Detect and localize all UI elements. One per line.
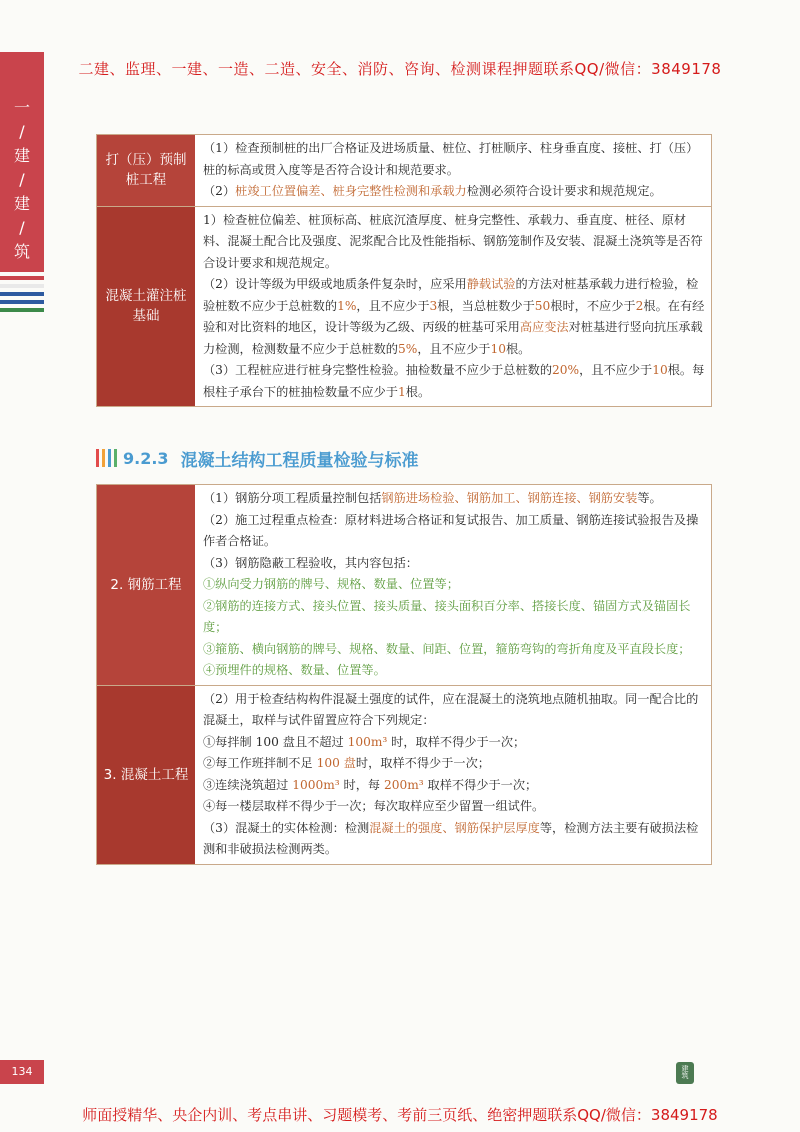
row-content xyxy=(195,686,711,864)
side-tab-char: 筑 xyxy=(13,242,30,261)
body-text: ①每拌制 100 盘且不超过 xyxy=(203,734,348,749)
body-text: ③连续浇筑超过 xyxy=(203,777,293,792)
body-text: 等。 xyxy=(637,491,662,505)
content-paragraph xyxy=(203,574,705,596)
concrete-inspection-table xyxy=(96,484,712,865)
body-text: （3）工程桩应进行桩身完整性检验。抽检数量不应少于总桩数的 xyxy=(203,363,553,377)
corner-badge-text: 建 筑 xyxy=(681,1065,689,1080)
highlight-text: 100m³ xyxy=(347,734,388,749)
highlight-text: 10 xyxy=(490,341,506,356)
body-text: （3）钢筋隐蔽工程验收，其内容包括： xyxy=(203,555,418,570)
section-bar xyxy=(108,449,111,467)
section-title: 混凝土结构工程质量检验与标准 xyxy=(180,450,419,471)
body-text: 时，每 xyxy=(339,777,384,792)
table-row xyxy=(97,206,711,407)
body-text: 等，检测方法主要有破损法检测和非破损法检测两类。 xyxy=(203,820,699,856)
row-content xyxy=(195,207,711,407)
highlight-text: 1% xyxy=(337,298,357,313)
side-stripes xyxy=(0,276,44,316)
row-content xyxy=(195,135,711,206)
content-paragraph xyxy=(203,510,705,553)
body-text: （3）混凝土的实体检测：检测 xyxy=(203,820,370,835)
header-ad: 二建、监理、一建、一造、二造、安全、消防、咨询、检测课程押题联系QQ/微信：3849178 xyxy=(78,60,722,78)
content-paragraph xyxy=(203,274,705,360)
highlight-text: 桩竣工位置偏差、桩身完整性检测和承载力 xyxy=(235,184,467,198)
content-paragraph xyxy=(203,488,705,510)
side-stripe xyxy=(0,276,44,280)
body-text: 时，取样不得少于一次； xyxy=(355,756,490,770)
highlight-text: 高应变法 xyxy=(519,320,569,334)
content-paragraph xyxy=(203,818,705,861)
highlight-text: 20% xyxy=(552,363,580,377)
side-tab-char: / xyxy=(19,122,25,141)
highlight-text: ①纵向受力钢筋的牌号、规格、数量、位置等； xyxy=(203,577,459,591)
body-text: 时，取样不得少于一次； xyxy=(387,734,526,749)
body-text: ④每一楼层取样不得少于一次；每次取样应至少留置一组试件。 xyxy=(203,799,545,813)
side-stripe xyxy=(0,284,44,288)
highlight-text: 2 xyxy=(635,298,644,313)
side-tab-char: 建 xyxy=(13,146,30,165)
body-text: ，且不应少于 xyxy=(579,363,653,377)
content-paragraph xyxy=(203,689,705,732)
content-paragraph xyxy=(203,138,705,181)
highlight-text: ②钢筋的连接方式、接头位置、接头质量、接头面积百分率、搭接长度、锚固方式及锚固长度； xyxy=(203,598,691,634)
content-paragraph xyxy=(203,775,705,797)
body-text: （2）施工过程重点检查：原材料进场合格证和复试报告、加工质量、钢筋连接试验报告及操作者合格证。 xyxy=(203,512,699,548)
side-stripe xyxy=(0,308,44,312)
body-text: ，且不应少于 xyxy=(356,298,430,313)
highlight-text: 钢筋进场检验、钢筋加工、钢筋连接、钢筋安装 xyxy=(381,491,638,505)
table-row xyxy=(97,685,711,864)
content-paragraph xyxy=(203,181,705,203)
side-tab-char: 建 xyxy=(13,194,30,213)
body-text: 取样不得少于一次； xyxy=(423,777,538,792)
highlight-text: 100 盘 xyxy=(316,756,356,770)
side-stripe xyxy=(0,300,44,304)
highlight-text: 1000m³ xyxy=(292,777,340,792)
body-text: （1）检查预制桩的出厂合格证及进场质量、桩位、打桩顺序、柱身垂直度、接桩、打（压）桩的标高或贯入度等是否符合设计和规范要求。 xyxy=(203,141,699,177)
content-paragraph xyxy=(203,360,705,403)
page-number: 134 xyxy=(0,1060,44,1084)
row-label: 混凝土灌注桩基础 xyxy=(97,207,195,407)
pile-inspection-table xyxy=(96,134,712,407)
content-paragraph xyxy=(203,639,705,661)
body-text: 对桩基进行竖向抗压承载力检测，检测数量不应少于总桩数的 xyxy=(203,320,703,356)
body-text: 1）检查桩位偏差、桩顶标高、桩底沉渣厚度、桩身完整性、承载力、垂直度、桩径、原材料、混凝土配合比及强度、泥浆配合比及性能指标、钢筋笼制作及安装、混凝土浇筑等是否符合设计要求和规范规定。 xyxy=(203,212,703,270)
content-paragraph xyxy=(203,796,705,818)
section-bar xyxy=(114,449,117,467)
section-bar xyxy=(102,449,105,467)
body-text: （2） xyxy=(203,184,236,198)
side-stripe xyxy=(0,292,44,296)
body-text: 的方法对桩基承载力进行检验，检验桩数不应少于总桩数的 xyxy=(203,277,699,313)
body-text: 检测必须符合设计要求和规范规定。 xyxy=(466,184,662,198)
footer-ad: 师面授精华、央企内训、考点串讲、习题模考、考前三页纸、绝密押题联系QQ/微信：3849178 xyxy=(82,1106,718,1124)
row-label: 3. 混凝土工程 xyxy=(97,686,195,864)
content-paragraph xyxy=(203,660,705,682)
body-text: 根。在有经验和对比资料的地区，设计等级为乙级、丙级的桩基可采用 xyxy=(203,298,705,334)
highlight-text: ④预埋件的规格、数量、位置等。 xyxy=(203,663,386,677)
body-text: （2）设计等级为甲级或地质条件复杂时，应采用 xyxy=(203,277,467,291)
body-text: ，且不应少于 xyxy=(417,341,491,356)
row-label: 打（压）预制桩工程 xyxy=(97,135,195,206)
section-bar xyxy=(96,449,99,467)
content-paragraph xyxy=(203,596,705,639)
content-paragraph xyxy=(203,753,705,775)
highlight-text: 5% xyxy=(398,341,418,356)
table-row xyxy=(97,485,711,685)
table-row xyxy=(97,135,711,206)
highlight-text: 混凝土的强度、钢筋保护层厚度 xyxy=(369,820,540,835)
content-paragraph xyxy=(203,553,705,575)
side-tab-char: / xyxy=(19,218,25,237)
highlight-text: ③箍筋、横向钢筋的牌号、规格、数量、间距、位置，箍筋弯钩的弯折角度及平直段长度； xyxy=(203,641,691,656)
side-tab-char: 一 xyxy=(13,98,30,117)
body-text: ②每工作班拌制不足 xyxy=(203,756,317,770)
highlight-text: 静载试验 xyxy=(466,277,516,291)
content-paragraph xyxy=(203,210,705,275)
section-heading xyxy=(96,444,419,472)
row-content xyxy=(195,485,711,685)
section-bars-icon xyxy=(96,449,117,467)
body-text: 根。 xyxy=(505,341,531,356)
highlight-text: 200m³ xyxy=(383,777,424,792)
highlight-text: 1 xyxy=(398,384,406,399)
highlight-text: 50 xyxy=(534,298,551,313)
body-text: （2）用于检查结构构件混凝土强度的试件，应在混凝土的浇筑地点随机抽取。同一配合比的混凝土，取样与试件留置应符合下列规定： xyxy=(203,691,699,727)
row-label: 2. 钢筋工程 xyxy=(97,485,195,685)
content-paragraph xyxy=(203,732,705,754)
body-text: 根。 xyxy=(405,384,431,399)
body-text: 根，当总桩数少于 xyxy=(437,298,535,313)
chapter-side-tab xyxy=(0,52,44,272)
highlight-text: 10 xyxy=(652,363,668,377)
body-text: 根。每根柱子承台下的桩抽检数量不应少于 xyxy=(203,363,705,399)
side-tab-chars xyxy=(0,96,44,264)
body-text: 根时，不应少于 xyxy=(550,298,636,313)
side-tab-char: / xyxy=(19,170,25,189)
section-number: 9.2.3 xyxy=(123,448,169,468)
highlight-text: 3 xyxy=(429,298,438,313)
body-text: （1）钢筋分项工程质量控制包括 xyxy=(203,491,382,505)
